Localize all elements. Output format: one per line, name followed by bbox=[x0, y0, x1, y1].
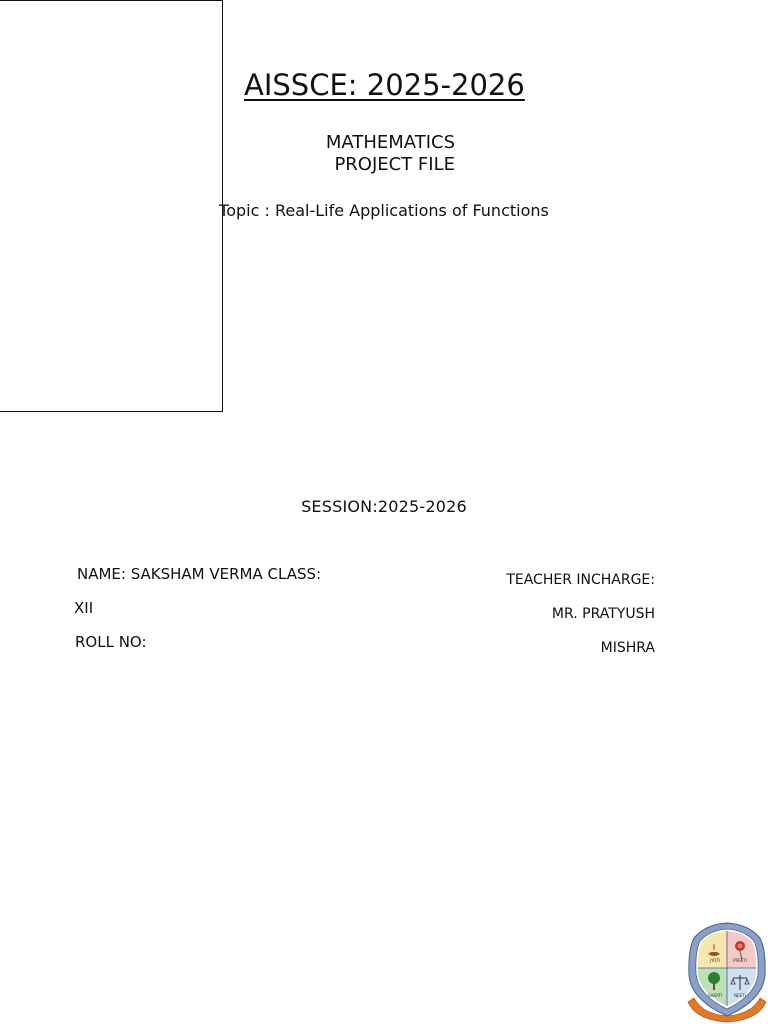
subject-heading bbox=[300, 132, 455, 176]
emblem-label-preeti: PREETI bbox=[733, 958, 747, 963]
student-name-class: NAME: SAKSHAM VERMA CLASS: bbox=[77, 565, 322, 583]
student-roll-no: ROLL NO: bbox=[75, 633, 147, 651]
teacher-details bbox=[506, 569, 655, 671]
student-details bbox=[74, 563, 321, 665]
page-title: AISSCE: 2025-2026 bbox=[244, 68, 525, 102]
teacher-name-line-1: MR. PRATYUSH bbox=[551, 606, 655, 622]
teacher-name-line-2: MISHRA bbox=[600, 640, 655, 656]
emblem-label-neeti: NEETI bbox=[734, 993, 746, 998]
student-class-value: XII bbox=[74, 599, 94, 617]
project-topic: Topic : Real-Life Applications of Functions bbox=[219, 201, 549, 220]
emblem-label-jyoti: JYOTI bbox=[709, 958, 721, 963]
session-label: SESSION:2025-2026 bbox=[301, 497, 467, 516]
subject-line-1: MATHEMATICS bbox=[325, 132, 455, 153]
emblem-label-sarati: SARATI bbox=[707, 993, 723, 998]
teacher-label: TEACHER INCHARGE: bbox=[506, 572, 655, 588]
subject-line-2: PROJECT FILE bbox=[334, 154, 455, 175]
school-emblem-icon bbox=[686, 920, 768, 1024]
